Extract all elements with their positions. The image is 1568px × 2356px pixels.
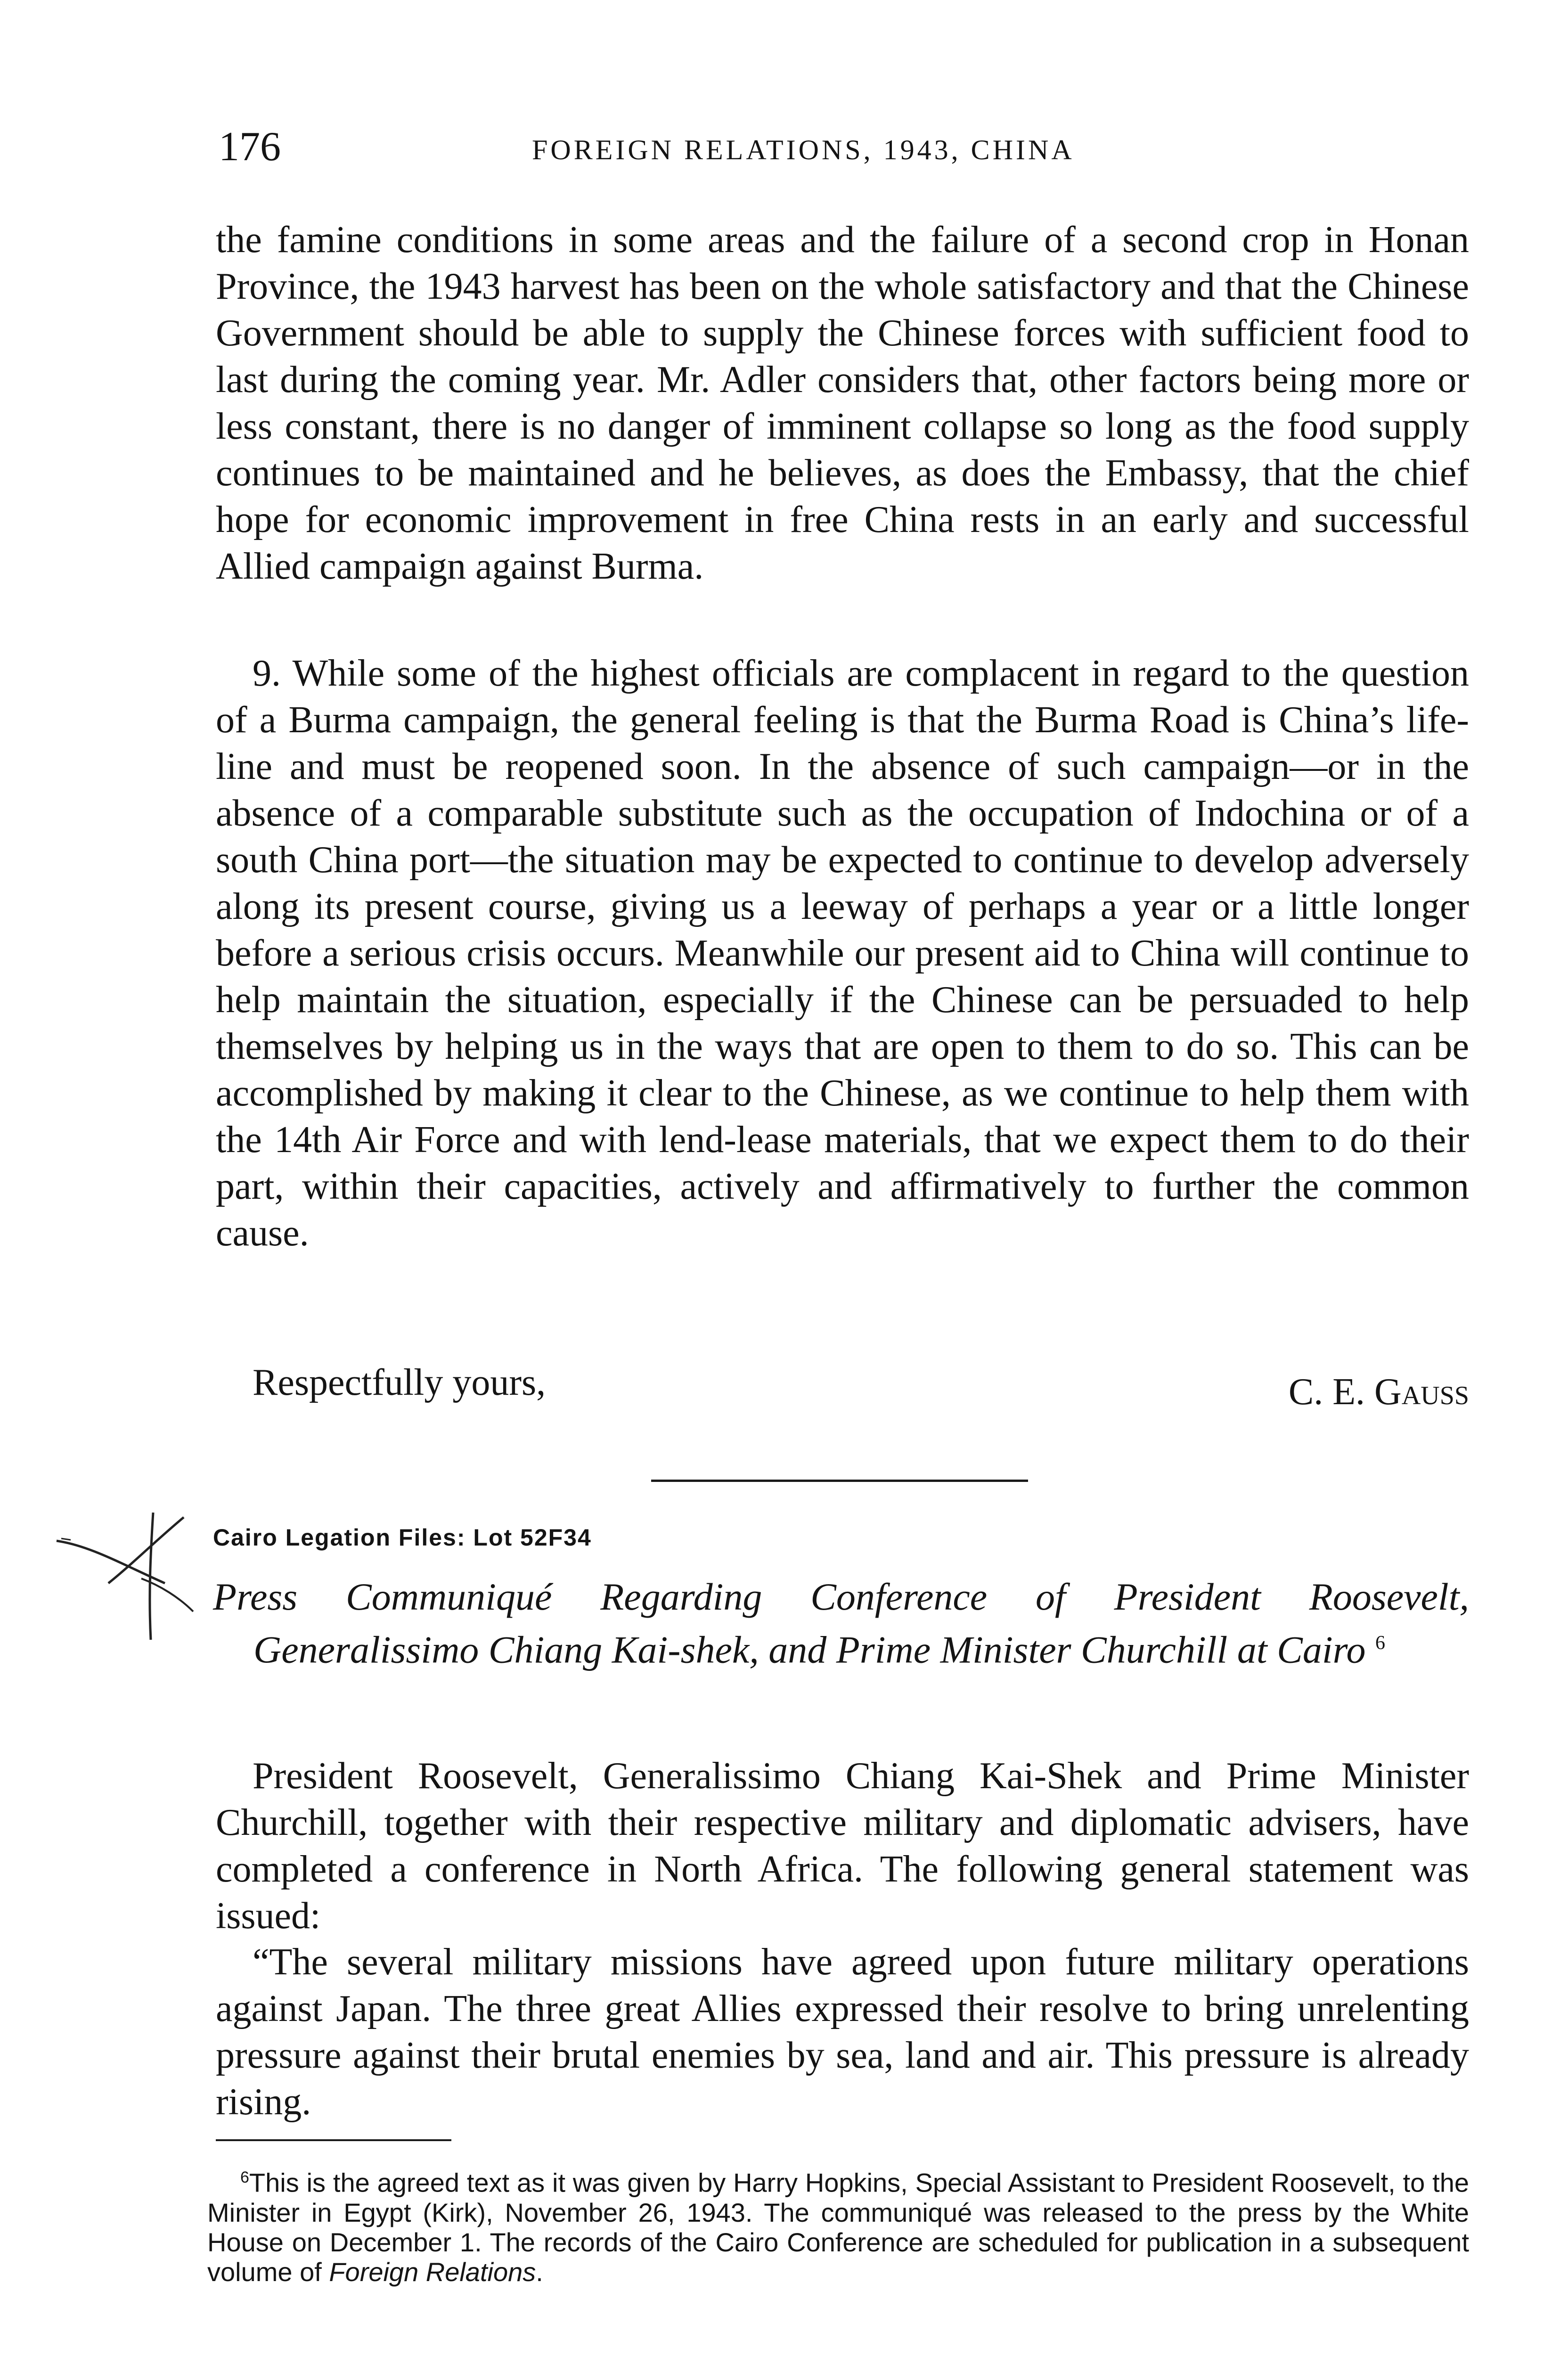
document-heading-title: Press Communiqué Regarding Conference of President Roosevelt, Generalissimo Chiang Kai-shek, and Prime Minister Churchill at Cairo — [213, 1575, 1469, 1671]
signature — [1289, 1369, 1469, 1415]
communique-quote: “The several military missions have agreed upon future military operations against Japan. The three great Allies expressed their resolve to bring unrelenting pressure against their brutal enemies by sea, land and air. This pressure is already rising. — [216, 1941, 1469, 2123]
continuation-paragraph-block — [216, 217, 1469, 590]
footnote-text-end: . — [536, 2257, 543, 2287]
footnote-text: This is the agreed text as it was given by Harry Hopkins, Special Assistant to President Roosevelt, to the Minister in Egypt (Kirk), November 26, 1943. The communiqué was released to the press by the White House on December 1. The records of the Cairo Conference are scheduled for publication in a subsequent volume of — [207, 2168, 1469, 2287]
section-divider — [651, 1480, 1028, 1482]
communique-intro-block — [216, 1753, 1469, 1939]
communique-intro: President Roosevelt, Generalissimo Chiang Kai-Shek and Prime Minister Churchill, together with their respective military and diplomatic advisers, have completed a conference in North Africa. The following general statement was issued: — [216, 1755, 1469, 1937]
footnote-divider — [216, 2139, 451, 2141]
running-title: FOREIGN RELATIONS, 1943, CHINA — [532, 134, 1075, 165]
paragraph-9: 9. While some of the highest officials are complacent in regard to the question of a Burma campaign, the general feeling is that the Burma Road is China’s life-line and must be reopened soon. In the absence of such campaign—or in the absence of a comparable substitute such as the occupation of Indochina or of a south China port—the situation may be expected to continue to develop adversely along its present course, giving us a leeway of perhaps a year or a little longer before a serious crisis occurs. Meanwhile our present aid to China will continue to help maintain the situation, especially if the Chinese can be persuaded to help themselves by helping us in the ways that are open to them to do so. This can be accomplished by making it clear to the Chinese, as we continue to help them with the 14th Air Force and with lend-lease materials, that we expect them to do their part, within their capacities, actively and affirmatively to further the common cause. — [216, 653, 1469, 1254]
handwritten-margin-mark — [52, 1484, 221, 1654]
signature-initials: C. E. G — [1288, 1371, 1402, 1413]
footnote-italic-title: Foreign Relations — [329, 2257, 536, 2287]
file-reference: Cairo Legation Files: Lot 52F34 — [213, 1524, 592, 1551]
footnote-number: 6 — [240, 2168, 249, 2186]
communique-quote-block — [216, 1939, 1469, 2126]
letter-closing — [216, 1359, 1469, 1411]
document-heading — [213, 1574, 1469, 1673]
footnote-reference: 6 — [1375, 1632, 1385, 1654]
signature-surname-rest: auss — [1401, 1371, 1469, 1413]
running-header — [219, 123, 1470, 175]
complimentary-close: Respectfully yours, — [253, 1362, 546, 1403]
footnote — [207, 2163, 1469, 2287]
continuation-paragraph: the famine conditions in some areas and the failure of a second crop in Honan Province, the 1943 harvest has been on the whole satisfactory and that the Chinese Government should be able to supply the Chinese forces with sufficient food to last during the coming year. Mr. Adler considers that, other factors being more or less constant, there is no danger of imminent collapse so long as the food supply continues to be maintained and he believes, as does the Embassy, that the chief hope for economic improvement in free China rests in an early and successful Allied campaign against Burma. — [216, 219, 1469, 587]
paragraph-9-block — [216, 650, 1469, 1257]
page-number: 176 — [219, 124, 281, 170]
